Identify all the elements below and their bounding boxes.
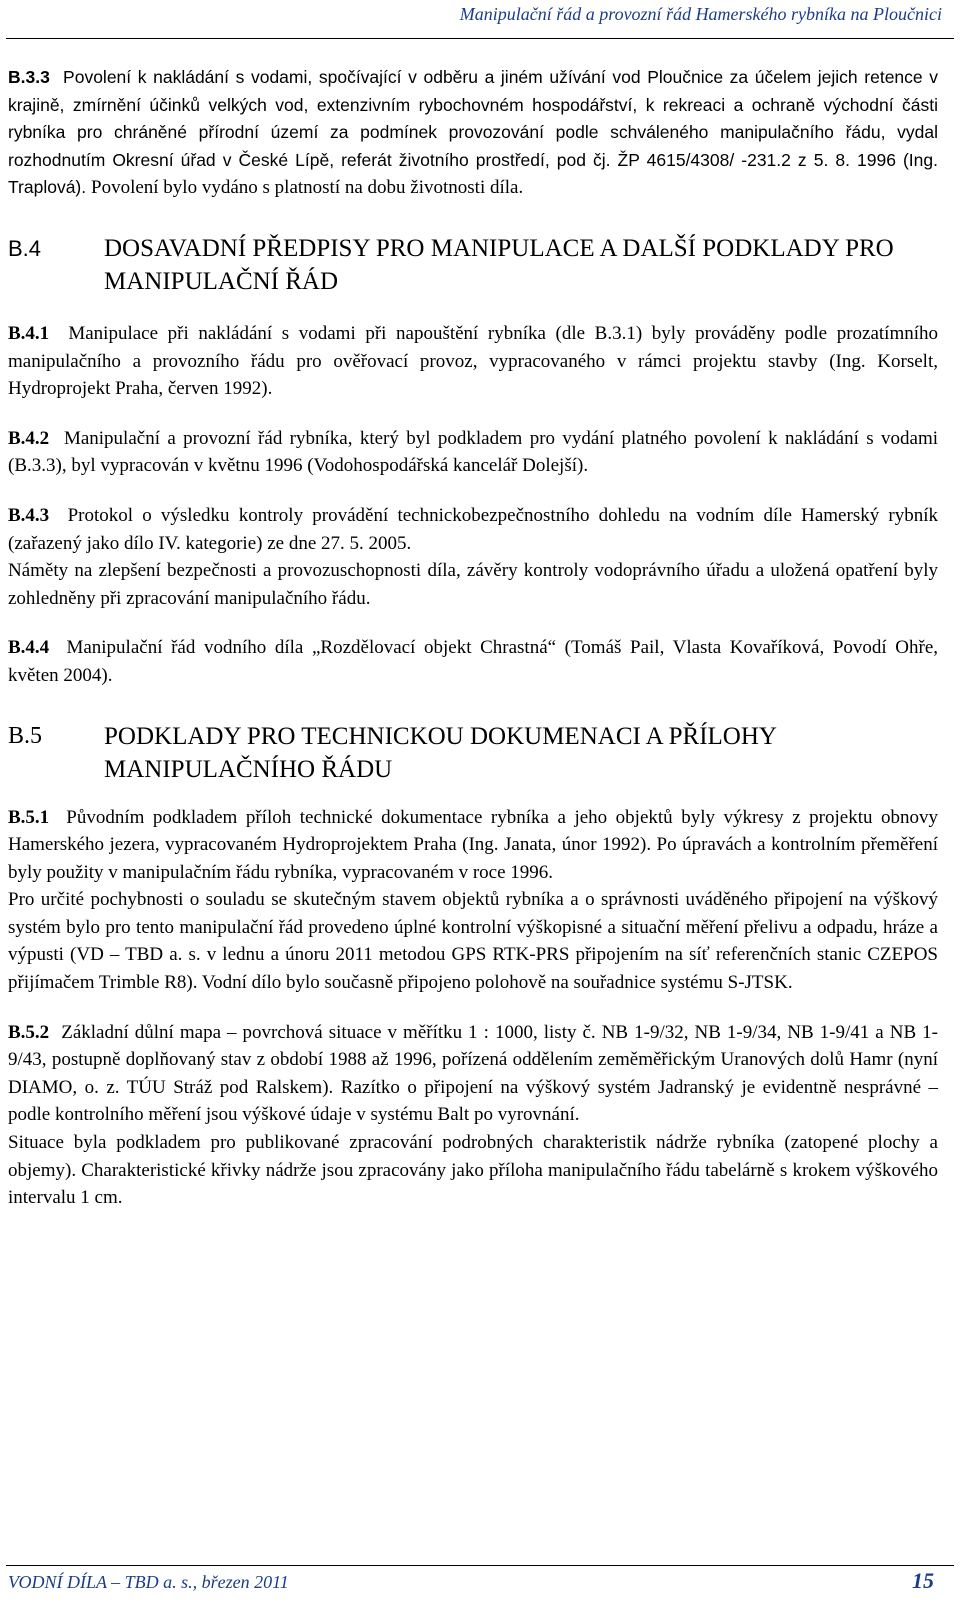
heading-title: PODKLADY PRO TECHNICKOU DOKUMENACI A PŘÍLOHY MANIPULAČNÍHO ŘÁDU [104,722,777,783]
paragraph-b52 [8,1019,938,1129]
item-text: Manipulační řád vodního díla „Rozdělovací objekt Chrastná“ (Tomáš Pail, Vlasta Kovaříková, Povodí Ohře, květen 2004). [8,637,939,686]
item-number: B.4.3 [8,504,50,526]
paragraph-b43-continued: Náměty na zlepšení bezpečnosti a provozuschopnosti díla, závěry kontroly vodoprávního úřadu a uložená opatření byly zohledněny při zpracování manipulačního řádu. [8,560,938,609]
paragraph-b44 [8,634,938,689]
item-number: B.5.1 [8,806,50,828]
footer-rule [6,1565,954,1566]
paragraph-b52-continued: Situace byla podkladem pro publikované zpracování podrobných charakteristik nádrže rybníka (zatopené plochy a objemy). Charakteristické křivky nádrže jsou zpracovány jako příloha manipulačního řádu tabelárně s krokem výškového intervalu 1 cm. [8,1132,938,1209]
item-text: Protokol o výsledku kontroly provádění technickobezpečnostního dohledu na vodním díle Hamerský rybník (zařazený jako dílo IV. kategorie) ze dne 27. 5. 2005. [8,504,939,554]
paragraph-b51-continued: Pro určité pochybnosti o souladu se skutečným stavem objektů rybníka a o správnosti uváděného připojení na výškový systém bylo pro tento manipulační řád provedeno úplné kontrolní výškopisné a situační měření přelivu a odpadu, hráze a výpusti (VD – TBD a. s. v lednu a únoru 2011 metodou GPS RTK-PRS připojením na síť referenčních stanic CZEPOS přijímačem Trimble R8). Vodní dílo bylo současně připojeno polohově na souřadnice systému S-JTSK. [8,889,938,994]
paragraph-b51 [8,804,938,887]
paragraph-text-tail: Povolení bylo vydáno s platností na dobu životnosti díla. [91,177,524,199]
item-text: Původním podkladem příloh technické dokumentace rybníka a jeho objektů byly výkresy z projektu obnovy Hamerského jezera, vypracovaném Hydroprojektem Praha (Ing. Janata, únor 1992). Po úpravách a kontrolním přeměření byly použity v manipulačním řádu rybníka, vypracovaném v roce 1996. [8,806,939,883]
section-number: B.3.3 [8,67,50,87]
section-heading-b5 [8,720,938,786]
item-text: Manipulace při nakládání s vodami při napouštění rybníka (dle B.3.1) byly prováděny podle prozatímního manipulačního a provozního řádu pro ověřovací provoz, vypracovaného v rámci projektu stavby (Ing. Korselt, Hydroprojekt Praha, červen 1992). [8,322,938,400]
item-number: B.4.1 [8,322,50,344]
header-rule [6,38,954,39]
item-number: B.4.2 [8,427,50,449]
page-content [8,64,938,1212]
heading-number: B.4 [8,235,42,261]
paragraph-b33 [8,64,938,202]
page-number: 15 [912,1568,934,1593]
running-header: Manipulační řád a provozní řád Hamerského rybníka na Ploučnici [459,4,942,24]
paragraph-b42 [8,425,938,480]
heading-number: B.5 [8,722,43,749]
item-text: Základní důlní mapa – povrchová situace v měřítku 1 : 1000, listy č. NB 1-9/32, NB 1-9/34, NB 1-9/41 a NB 1-9/43, postupně doplňovaný stav z období 1988 až 1996, pořízená oddělením zeměměřickým Uranových dolů Hamr (nyní DIAMO, o. z. TÚU Stráž pod Ralskem). Razítko o připojení na výškový systém Jadranský je evidentně nesprávné – podle kontrolního měření jsou výškové údaje v systému Balt po vyrovnání. [8,1021,939,1126]
paragraph-b43 [8,502,938,557]
section-heading-b4 [8,232,938,298]
item-number: B.5.2 [8,1021,50,1043]
paragraph-text: Povolení k nakládání s vodami, spočívající v odběru a jiném užívání vod Ploučnice za účelem jejich retence v krajině, zmírnění účinků velkých vod, extenzivním rybochovném hospodářství, k rekreaci a ochraně východní části rybníka pro chráněné přírodní území za podmínek provozování podle schváleného manipulačního řádu, vydal rozhodnutím Okresní úřad v České Lípě, referát životního prostředí, pod čj. ŽP 4615/4308/ -231.2 z 5. 8. 1996 (Ing. Traplová). [8,67,938,198]
paragraph-b41 [8,320,938,403]
item-number: B.4.4 [8,637,50,659]
heading-title: DOSAVADNÍ PŘEDPISY PRO MANIPULACE A DALŠÍ PODKLADY PRO MANIPULAČNÍ ŘÁD [104,234,894,295]
footer-text: VODNÍ DÍLA – TBD a. s., březen 2011 [8,1572,289,1592]
item-text: Manipulační a provozní řád rybníka, který byl podkladem pro vydání platného povolení k nakládání s vodami (B.3.3), byl vypracován v květnu 1996 (Vodohospodářská kancelář Dolejší). [8,427,938,477]
